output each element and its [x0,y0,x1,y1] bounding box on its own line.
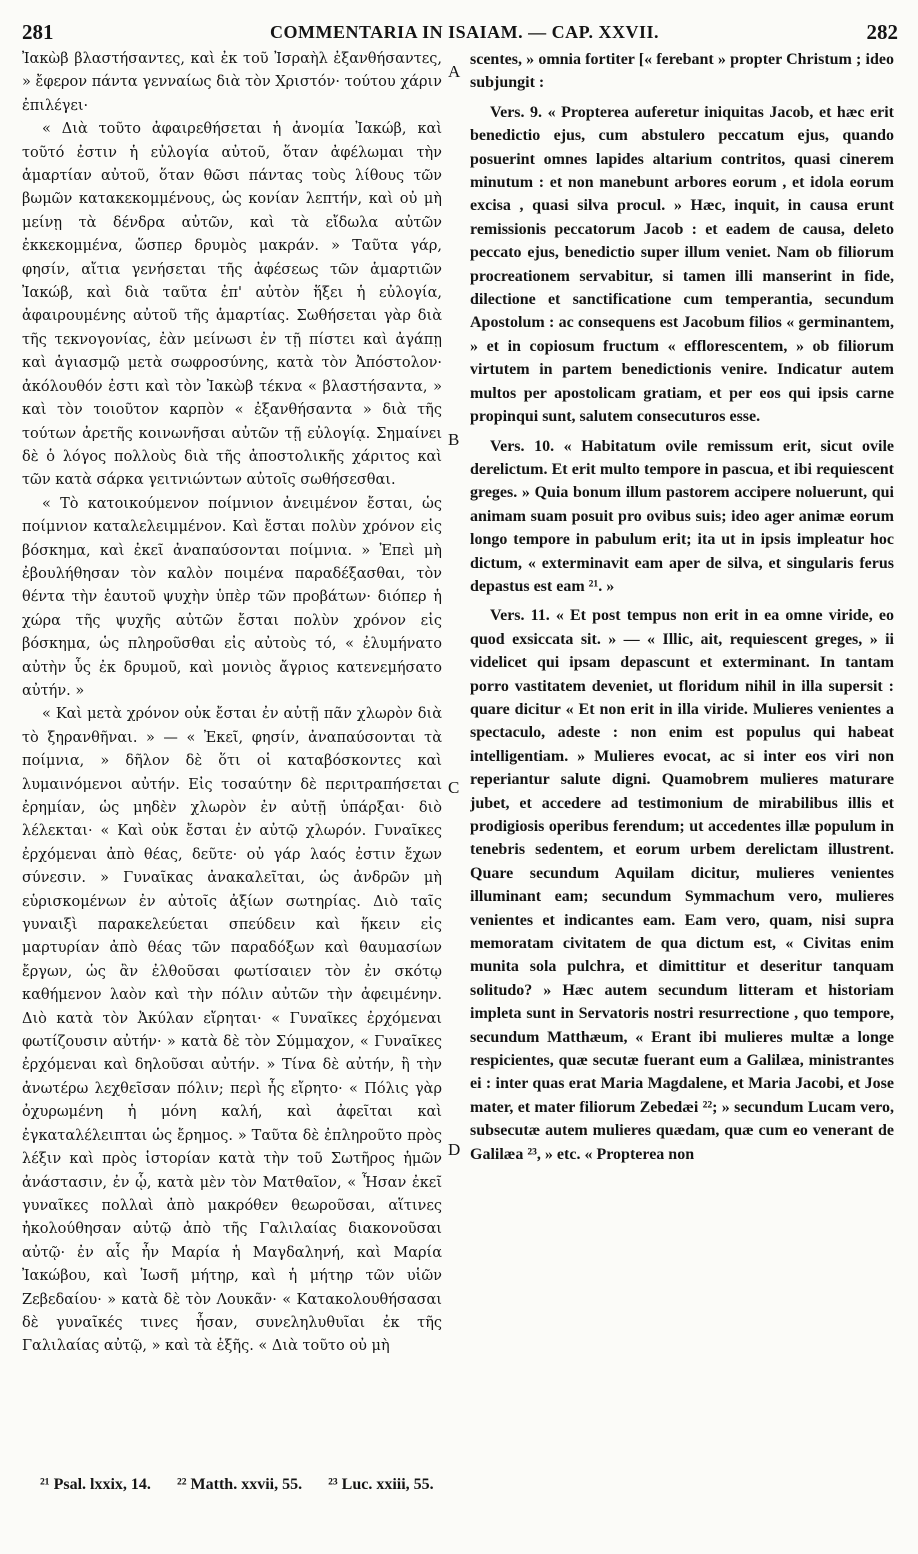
greek-paragraph: « Τὸ κατοικούμενον ποίμνιον ἀνειμένον ἔσται, ὡς ποίμνιον καταλελειμμένον. Καὶ ἔσται πολὺν χρόνον εἰς βόσκημα, καὶ ἐκεῖ ἀναπαύσονται ποίμνια. » Ἐπεὶ μὴ ἐβουλήθησαν τὸν καλὸν ποιμένα παραδέξασθαι, τὸν θέντα τὴν ἑαυτοῦ ψυχὴν ὑπὲρ τῶν προβάτων· διόπερ ἡ χώρα τῆς ψυχῆς αὐτῶν ἔσται πολὺν χρόνον εἰς βόσκημα, ὡς πληροῦσθαι εἰς αὐτοὺς τό, « ἐλυμήνατο αὐτὴν ὗς ἐκ δρυμοῦ, καὶ μονιὸς ἄγριος κατενεμήσατο αὐτήν. » [22,495,442,699]
section-marker-c: C [448,778,460,797]
latin-paragraph: Vers. 10. « Habitatum ovile remissum erit, sicut ovile derelictum. Et erit multo tempore in pascua, et ibi requiescent greges. » Quia bonum illum pastorem accipere noluerunt, qui animam suam posuit pro ovibus suis; ideo ager animæ eorum longo tempore in pabulum erit; ita ut in ipsis impleatur hoc dictum, « exterminavit eam aper de silva, et singularis ferus depastus est eam ²¹. » [470,437,894,595]
latin-paragraph: scentes, » omnia fortiter [« ferebant » propter Christum ; ideo subjungit : [470,51,894,92]
footnotes [40,1476,840,1494]
section-marker-a: A [448,62,461,81]
section-marker-d: D [448,1140,461,1159]
latin-paragraph: Vers. 9. « Propterea auferetur iniquitas Jacob, et hæc erit benedictio ejus, cum abstulero peccatum ejus, quando posuerint omnes lapides altarium contritos, quasi cinerem minutum : et non manebunt arbores eorum , et idola eorum excisa , quasi silva procul. » Hæc, inquit, in causa erunt remissionis peccatorum Jacob : et eadem de causa, deleto peccato ejus, benedictio super illum veniet. Nam ob filiorum procreationem servabitur, si tamen illi manserint in fide, dilectione et sanctificatione cum temperantia, secundum Apostolum : ac consequens est Jacobum filios « germinantem, » et in copiosum fructum « efflorescentem, » ob filiorum virtutem in partem benedictionis venire. Indicatur autem multos per apostolicam gratiam, et per eos qui ipsis carne propinqui sunt, salutem consecuturos esse. [470,103,894,426]
footnote: ²¹ Psal. lxxix, 14. [40,1476,151,1493]
greek-text-column [22,48,442,1458]
footnote: ²³ Luc. xxiii, 55. [328,1476,434,1493]
page-number-left: 281 [22,20,54,44]
page-number-right: 282 [866,20,898,44]
latin-text-column [470,48,894,1458]
footnote: ²² Matth. xxvii, 55. [176,1476,303,1493]
greek-paragraph: Ἰακὼβ βλαστήσαντες, καὶ ἐκ τοῦ Ἰσραὴλ ἐξανθήσαντες, » ἔφερον πάντα γενναίως διὰ τὸν Χριστόν· τούτου χάριν ἐπιλέγει· [22,51,442,114]
section-marker-b: B [448,430,460,449]
latin-paragraph: Vers. 11. « Et post tempus non erit in ea omne viride, eo quod exsiccata sit. » — « Illic, ait, requiescent greges, » ii videlicet qui ipsam depascunt et exterminant. In tantam porro vastitatem deveniet, ut floridum nihil in illa supersit : quare dicitur « Et non erit in illa viride. Mulieres venientes a spectaculo, adeste : non enim est populus qui habeat intelligentiam. » Mulieres evocat, ac si inter eos viri non reperiantur salute digni. Quamobrem mulieres maturare jubet, et accedere ad testimonium de mirabilibus illis et prodigiosis operibus ferendum; ut accedentes illæ populum in tenebris sedentem, et eorum urbem derelictam illustrent. Quare secundum Aquilam dicitur, mulieres venientes illuminant eam; secundum Symmachum vero, mulieres venientes et indicantes eam. Eam vero, quam, nisi supra memoratam civitatem de qua dictum est, « Civitas enim munita sola pulchra, et dimittitur et deseritur tanquam solitudo? » Hæc autem secundum litteram et historiam impleta sunt in Servatoris nostri resurrectione , quo tempore, secundum Matthæum, « Erant ibi mulieres multæ a longe respicientes, quæ secutæ fuerant eum a Galilæa, ministrantes ei : inter quas erat Maria Magdalene, et Maria Jacobi, et Jose mater, et mater filiorum Zebedæi ²²; » secundum Lucam vero, subsecutæ autem mulieres quædam, quæ cum eo venerant de Galilæa ²³, » etc. « Propterea non [470,607,894,1163]
greek-paragraph: « Διὰ τοῦτο ἀφαιρεθήσεται ἡ ἀνομία Ἰακώβ, καὶ τοῦτό ἐστιν ἡ εὐλογία αὐτοῦ, ὅταν ἀφέλωμαι τὴν ἁμαρτίαν αὐτοῦ, ὅταν θῶσι πάντας τοὺς λίθους τῶν βωμῶν κατακεκομμένους, ὡς κονίαν λεπτήν, καὶ οὐ μὴ μείνῃ τὰ δένδρα αὐτῶν, καὶ τὰ εἴδωλα αὐτῶν ἐκκεκομμένα, ὥσπερ δρυμὸς μακράν. » Ταῦτα γάρ, φησίν, αἴτια γενήσεται τῆς ἀφέσεως τῶν ἁμαρτιῶν Ἰακώβ, καὶ διὰ ταῦτα ἐπ' αὐτὸν ἥξει ἡ εὐλογία, ἀφαιρουμένης αὐτοῦ τῆς ἁμαρτίας. Σωθήσεται γὰρ διὰ τῆς τεκνογονίας, ἐὰν μείνωσι ἐν τῇ πίστει καὶ ἀγάπῃ καὶ ἁγιασμῷ μετὰ σωφροσύνης, κατὰ τὸν Ἀπόστολον· ἀκόλουθόν ἐστι καὶ τὸν Ἰακὼβ τέκνα « βλαστήσαντα, » καὶ τὸν τοιοῦτον καρπὸν « ἐξανθήσαντα » διὰ τῆς τούτων ἀρετῆς κοινωνῆσαι αὐτῶν τῇ εὐλογίᾳ. Σημαίνει δὲ ὁ λόγος πολλοὺς διὰ τῆς ἀποστολικῆς χάριτος καὶ τῶν κατὰ σάρκα γειτνιώντων αὐτοῖς σωθήσεσθαι. [22,121,442,489]
greek-paragraph: « Καὶ μετὰ χρόνον οὐκ ἔσται ἐν αὐτῇ πᾶν χλωρὸν διὰ τὸ ξηρανθῆναι. » — « Ἐκεῖ, φησίν, ἀναπαύσονται τὰ ποίμνια, » δῆλον δὲ ὅτι οἱ καταβόσκοντες καὶ λυμαινόμενοι αὐτήν. Εἰς τοσαύτην δὲ περιτραπήσεται ἐρημίαν, ὡς μηδὲν χλωρὸν ἐν αὐτῇ ὑπάρξαι· διὸ λέλεκται· « Καὶ οὐκ ἔσται ἐν αὐτῷ χλωρόν. Γυναῖκες ἐρχόμεναι ἀπὸ θέας, δεῦτε· οὐ γάρ λαός ἐστιν ἔχων σύνεσιν. » Γυναῖκας ἀνακαλεῖται, ὡς ἀνδρῶν μὴ εὑρισκομένων ἐν αὐτοῖς ἀξίων σωτηρίας. Διὸ ταῖς γυναιξὶ παρακελεύεται σπεύδειν καὶ ἥκειν εἰς μαρτυρίαν ἀπὸ θέας τῶν παραδόξων καὶ θαυμασίων ἔργων, ὡς ἂν ἐλθοῦσαι φωτίσαιεν τὸν ἐν σκότῳ καθήμενον λαὸν καὶ τὴν πόλιν αὐτῶν τὴν ἀφειμένην. Διὸ κατὰ τὸν Ἀκύλαν εἴρηται· « Γυναῖκες ἐρχόμεναι φωτίζουσιν αὐτήν· » κατὰ δὲ τὸν Σύμμαχον, « Γυναῖκες ἐρχόμεναι καὶ δηλοῦσαι αὐτήν. » Τίνα δὲ αὐτήν, ἢ τὴν ἀνωτέρω λεχθεῖσαν πόλιν; περὶ ἧς εἴρητο· « Πόλις γὰρ ὀχυρωμένη ἡ μόνη καλή, καὶ ἀφεῖται καὶ ἐγκαταλέλειπται ὡς ἔρημος. » Ταῦτα δὲ ἐπληροῦτο πρὸς λέξιν καὶ πρὸς ἱστορίαν κατὰ τὴν τοῦ Σωτῆρος ἡμῶν ἀνάστασιν, ἐν ᾧ, κατὰ μὲν τὸν Ματθαῖον, « Ἦσαν ἐκεῖ γυναῖκες πολλαὶ ἀπὸ μακρόθεν θεωροῦσαι, αἵτινες ἠκολούθησαν αὐτῷ ἀπὸ τῆς Γαλιλαίας διακονοῦσαι αὐτῷ· ἐν αἷς ἦν Μαρία ἡ Μαγδαληνή, καὶ Μαρία Ἰακώβου, καὶ Ἰωσῆ μήτηρ, καὶ ἡ μήτηρ τῶν υἱῶν Ζεβεδαίου· » κατὰ δὲ τὸν Λουκᾶν· « Κατακολουθήσασαι δὲ γυναῖκές τινες ἦσαν, συνεληλυθυῖαι ἐκ τῆς Γαλιλαίας αὐτῷ, » καὶ τὰ ἑξῆς. « Διὰ τοῦτο οὐ μὴ [22,706,442,1355]
running-title: COMMENTARIA IN ISAIAM. — CAP. XXVII. [270,22,660,42]
